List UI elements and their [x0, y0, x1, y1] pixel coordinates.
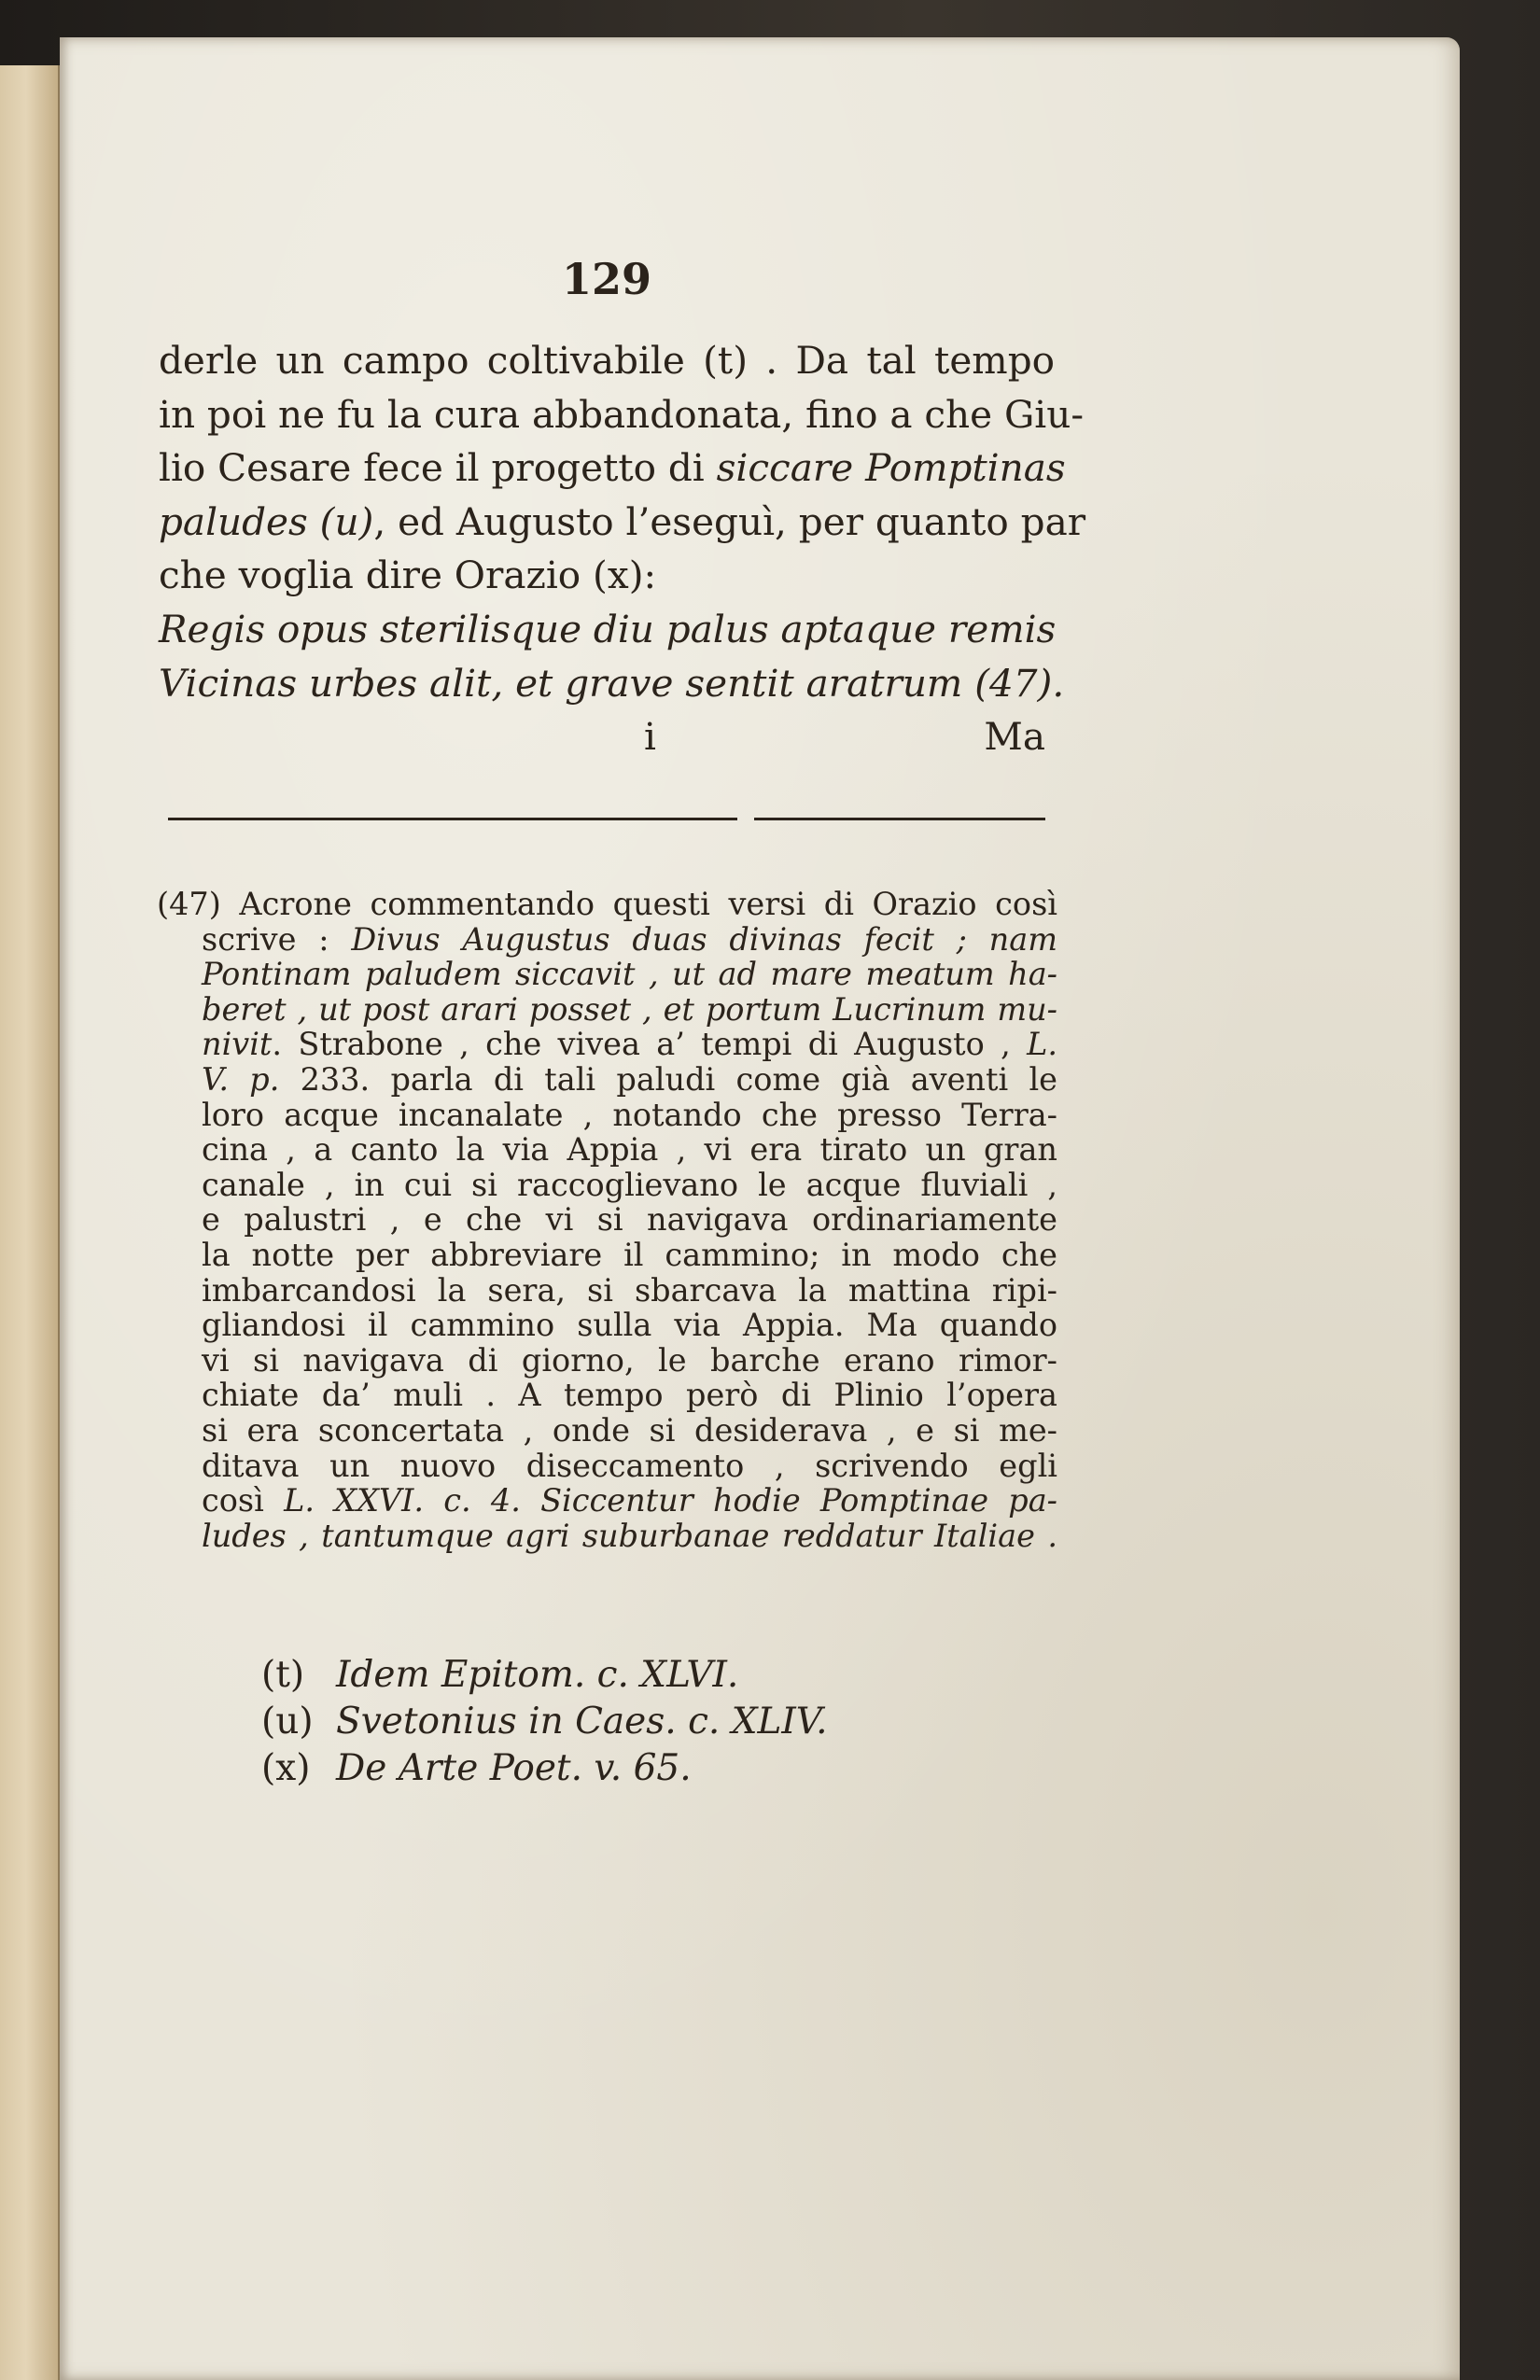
text-span: . Strabone , che vivea a’ tempi di Augusto , — [272, 1026, 1011, 1063]
text-line — [159, 496, 1086, 550]
citation: V. p. — [202, 1060, 280, 1098]
footnote-label: (u) — [261, 1701, 314, 1743]
footnote-text: De Arte Poet. v. 65. — [336, 1747, 692, 1789]
footnote-text: Svetonius in Caes. c. XLIV. — [336, 1701, 828, 1743]
catchword: Ma — [984, 714, 1045, 760]
text-line: che voglia dire Orazio (x): — [159, 553, 657, 598]
text-line — [159, 441, 1066, 496]
note-line — [157, 1027, 1057, 1062]
footnote-text: Idem Epitom. c. XLVI. — [336, 1654, 739, 1696]
verse-line: Vicinas urbes alit, et grave sentit aratrum (47). — [159, 660, 1065, 706]
note-line: beret , ut post arari posset , et portum Lucrinum mu- — [202, 990, 1057, 1028]
text-span: 233. parla di tali paludi come già aventi le — [300, 1060, 1057, 1098]
latin-quote: nivit — [202, 1026, 273, 1063]
page-number: 129 — [561, 254, 652, 304]
note-line — [157, 1483, 1057, 1519]
separator-rule — [168, 818, 737, 820]
note-line: loro acque incanalate , notando che presso Terra- — [202, 1096, 1057, 1133]
footnote-label: (t) — [261, 1654, 305, 1696]
footnote-u — [261, 1699, 915, 1745]
text-span: scrive : — [202, 920, 329, 958]
note-line: chiate da’ muli . A tempo però di Plinio l’opera — [202, 1377, 1057, 1414]
note-line: gliandosi il cammino sulla via Appia. Ma quando — [202, 1307, 1057, 1344]
main-text — [159, 334, 1086, 764]
catchword-line — [159, 710, 1055, 764]
latin-phrase: siccare Pomptinas — [716, 445, 1066, 491]
footnote-label: (x) — [261, 1747, 311, 1789]
endnote-47 — [157, 887, 1057, 1553]
note-line: ludes , tantumque agri suburbanae reddatur Italiae . — [202, 1517, 1057, 1554]
latin-quote: Divus Augustus duas divinas fecit ; nam — [351, 920, 1057, 958]
citation: L. XXVI. c. 4. Siccentur hodie Pomptinae pa- — [284, 1482, 1058, 1519]
signature-mark: i — [644, 714, 656, 760]
text-span: così — [202, 1482, 264, 1519]
note-line: Pontinam paludem siccavit , ut ad mare meatum ha- — [202, 956, 1057, 993]
verse-line: Regis opus sterilisque diu palus aptaque remis — [159, 606, 1057, 651]
note-line — [157, 922, 1057, 958]
footnote-t — [261, 1652, 915, 1699]
note-line: vi si navigava di giorno, le barche erano rimor- — [202, 1341, 1057, 1379]
note-line: canale , in cui si raccoglievano le acque fluviali , — [202, 1166, 1057, 1203]
note-line: cina , a canto la via Appia , vi era tirato un gran — [202, 1131, 1057, 1169]
note-line: imbarcandosi la sera, si sbarcava la mattina ripi- — [202, 1271, 1057, 1309]
separator-rule — [754, 818, 1045, 820]
note-line: (47) Acrone commentando questi versi di Orazio così — [157, 886, 1057, 922]
text-span: , ed Augusto l’eseguì, per quanto par — [373, 498, 1086, 544]
footnotes — [261, 1652, 915, 1792]
citation: L. — [1027, 1026, 1057, 1063]
note-line — [157, 1062, 1057, 1098]
text-span: lio Cesare fece il progetto di — [159, 445, 705, 491]
note-line: si era sconcertata , onde si desiderava , e si me- — [202, 1411, 1057, 1449]
text-line: derle un campo coltivabile (t) . Da tal tempo — [159, 338, 1055, 383]
note-line: e palustri , e che vi si navigava ordinariamente — [202, 1201, 1057, 1239]
text-line: in poi ne fu la cura abbandonata, fino a che Giu- — [159, 391, 1085, 437]
note-line: la notte per abbreviare il cammino; in modo che — [202, 1236, 1057, 1273]
latin-phrase: paludes (u) — [159, 498, 374, 544]
facing-page-edge — [0, 65, 60, 2380]
footnote-x — [261, 1745, 915, 1792]
note-line: ditava un nuovo diseccamento , scrivendo egli — [202, 1447, 1057, 1484]
